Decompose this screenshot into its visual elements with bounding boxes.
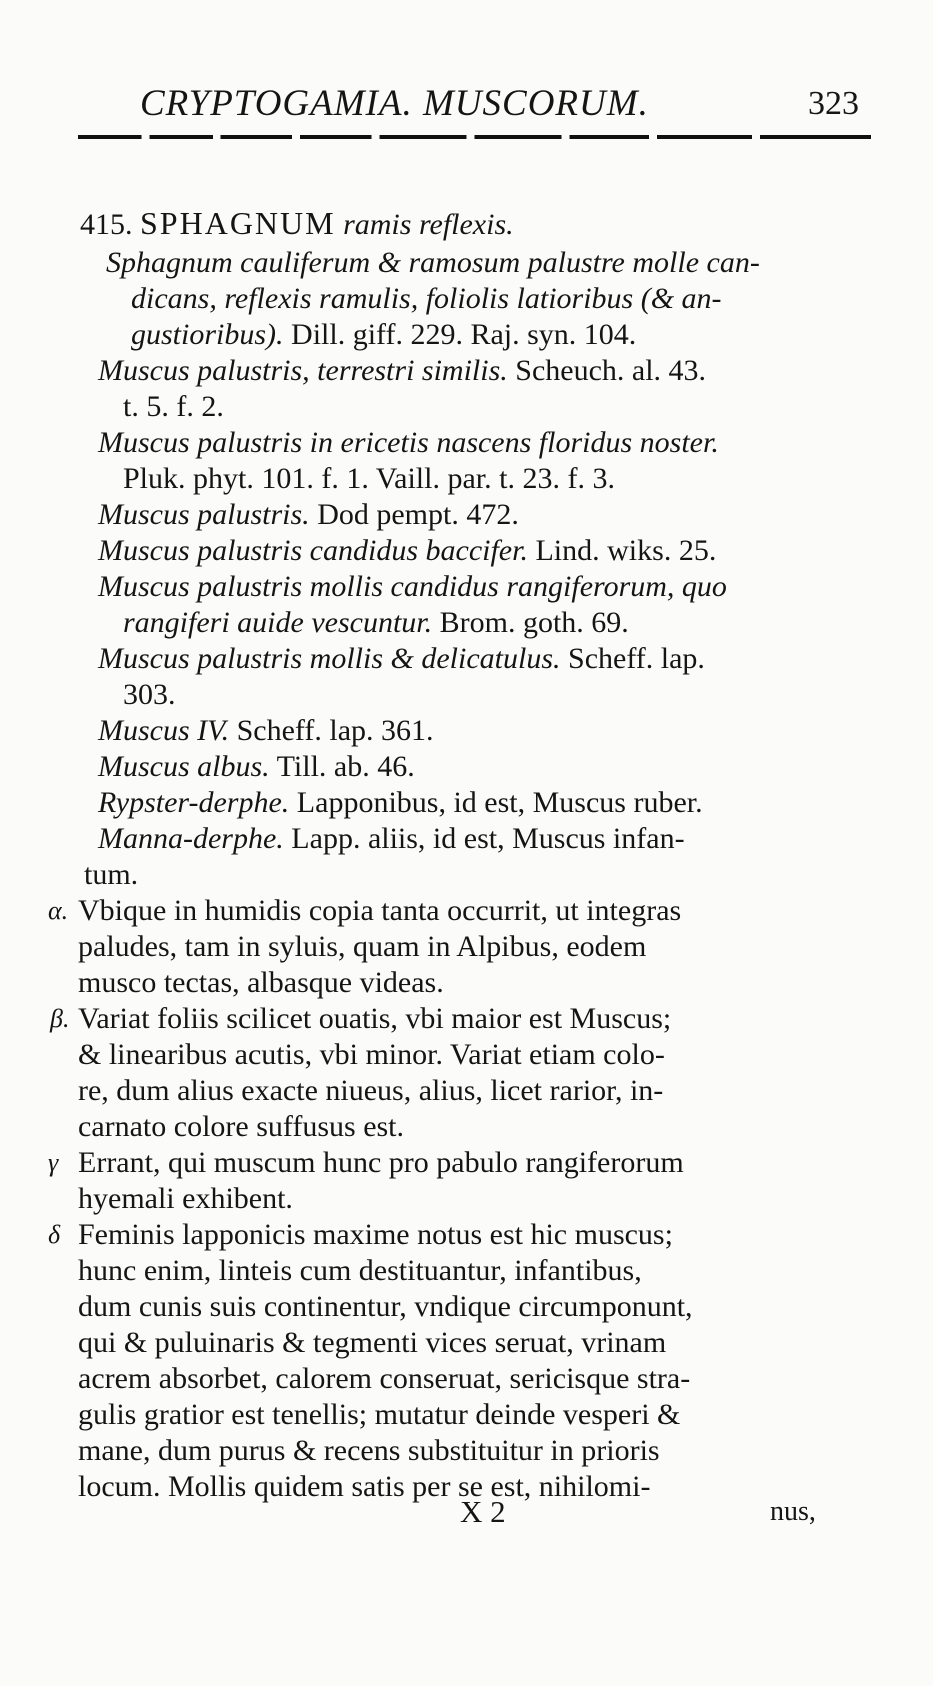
synonym-line <box>123 464 615 494</box>
synonym-line <box>98 356 706 386</box>
synonym-reference-text: Pluk. phyt. 101. f. 1. Vaill. par. t. 23. f. 3. <box>123 462 615 495</box>
note-line: paludes, tam in syluis, quam in Alpibus, eodem <box>78 930 647 963</box>
synonym-line <box>123 680 176 710</box>
synonym-reference-text: tum. <box>84 858 139 891</box>
synonym-italic-text: Muscus palustris mollis & delicatulus. <box>98 642 561 675</box>
synonym-line <box>98 572 727 602</box>
note-line: locum. Mollis quidem satis per se est, nihilomi- <box>78 1470 651 1503</box>
note-line: Variat foliis scilicet ouatis, vbi maior est Muscus; <box>78 1002 672 1035</box>
synonym-line <box>98 716 434 746</box>
note-line: acrem absorbet, calorem conseruat, sericisque stra- <box>78 1362 691 1395</box>
synonym-reference-text: Lapp. aliis, id est, Muscus infan- <box>291 822 685 855</box>
note-marker: γ <box>48 1148 59 1177</box>
synonym-reference-text: Brom. goth. 69. <box>439 606 629 639</box>
synonym-line <box>98 752 415 782</box>
entry-genus: SPHAGNUM <box>140 205 336 241</box>
note-line: hunc enim, linteis cum destituantur, infantibus, <box>78 1254 642 1287</box>
note-marker: α. <box>48 896 69 925</box>
synonym-line <box>98 500 519 530</box>
synonym-italic-text: Rypster-derphe. <box>98 786 290 819</box>
synonym-italic-text: Sphagnum cauliferum & ramosum palustre molle can- <box>106 246 760 279</box>
synonym-italic-text: Muscus palustris candidus baccifer. <box>98 534 528 567</box>
synonym-line <box>98 644 705 674</box>
synonym-reference-text: Lapponibus, id est, Muscus ruber. <box>296 786 703 819</box>
note-line: carnato colore suffusus est. <box>78 1110 405 1143</box>
synonym-reference-text: Till. ab. 46. <box>276 750 415 783</box>
entry-number: 415. <box>80 208 133 241</box>
note-line: Vbique in humidis copia tanta occurrit, ut integras <box>78 894 682 927</box>
synonym-italic-text: Muscus palustris mollis candidus rangiferorum, quo <box>98 570 727 603</box>
synonym-italic-text: Muscus palustris. <box>98 498 310 531</box>
note-marker: β. <box>50 1004 70 1033</box>
page-number: 323 <box>808 85 859 122</box>
synonym-reference-text: Scheff. lap. 361. <box>236 714 434 747</box>
note-line: Errant, qui muscum hunc pro pabulo rangiferorum <box>78 1146 684 1179</box>
synonym-reference-text: t. 5. f. 2. <box>123 390 224 423</box>
synonym-line <box>106 248 760 278</box>
note-line: qui & puluinaris & tegmenti vices seruat, vrinam <box>78 1326 667 1359</box>
synonym-italic-text: Muscus albus. <box>98 750 270 783</box>
synonym-line <box>123 392 224 422</box>
note-line: Feminis lapponicis maxime notus est hic muscus; <box>78 1218 673 1251</box>
catchword: nus, <box>770 1496 816 1527</box>
synonym-line <box>131 320 636 350</box>
synonym-line <box>84 860 138 890</box>
synonym-italic-text: rangiferi auide vescuntur. <box>123 606 433 639</box>
synonym-italic-text: Muscus palustris in ericetis nascens floridus noster. <box>98 426 719 459</box>
synonym-reference-text: Scheuch. al. 43. <box>515 354 707 387</box>
note-line: musco tectas, albasque videas. <box>78 966 444 999</box>
synonym-italic-text: gustioribus). <box>131 318 284 351</box>
synonym-line <box>98 536 716 566</box>
synonym-italic-text: Muscus palustris, terrestri similis. <box>98 354 508 387</box>
synonym-line <box>98 788 703 818</box>
synonym-line <box>131 284 722 314</box>
entry-heading <box>80 207 514 240</box>
note-line: hyemali exhibent. <box>78 1182 293 1215</box>
synonym-reference-text: Scheff. lap. <box>568 642 705 675</box>
synonym-line <box>98 824 685 854</box>
synonym-italic-text: dicans, reflexis ramulis, foliolis latioribus (& an- <box>131 282 722 315</box>
synonym-reference-text: Dod pempt. 472. <box>317 498 519 531</box>
synonym-italic-text: Manna-derphe. <box>98 822 284 855</box>
note-line: re, dum alius exacte niueus, alius, licet rarior, in- <box>78 1074 664 1107</box>
synonym-line <box>98 428 719 458</box>
note-line: & linearibus acutis, vbi minor. Variat etiam colo- <box>78 1038 665 1071</box>
note-marker: δ <box>48 1220 61 1249</box>
note-line: gulis gratior est tenellis; mutatur deinde vesperi & <box>78 1398 681 1431</box>
signature-mark: X 2 <box>460 1494 506 1529</box>
synonym-italic-text: Muscus IV. <box>98 714 230 747</box>
note-line: mane, dum purus & recens substituitur in prioris <box>78 1434 660 1467</box>
synonym-reference-text: 303. <box>123 678 176 711</box>
synonym-reference-text: Lind. wiks. 25. <box>535 534 717 567</box>
synonym-reference-text: Dill. giff. 229. Raj. syn. 104. <box>291 318 637 351</box>
note-line: dum cunis suis continentur, vndique circumponunt, <box>78 1290 693 1323</box>
entry-descriptor: ramis reflexis. <box>343 208 514 241</box>
running-head: CRYPTOGAMIA. MUSCORUM. <box>140 83 649 124</box>
header-rule <box>78 135 871 139</box>
synonym-line <box>123 608 629 638</box>
